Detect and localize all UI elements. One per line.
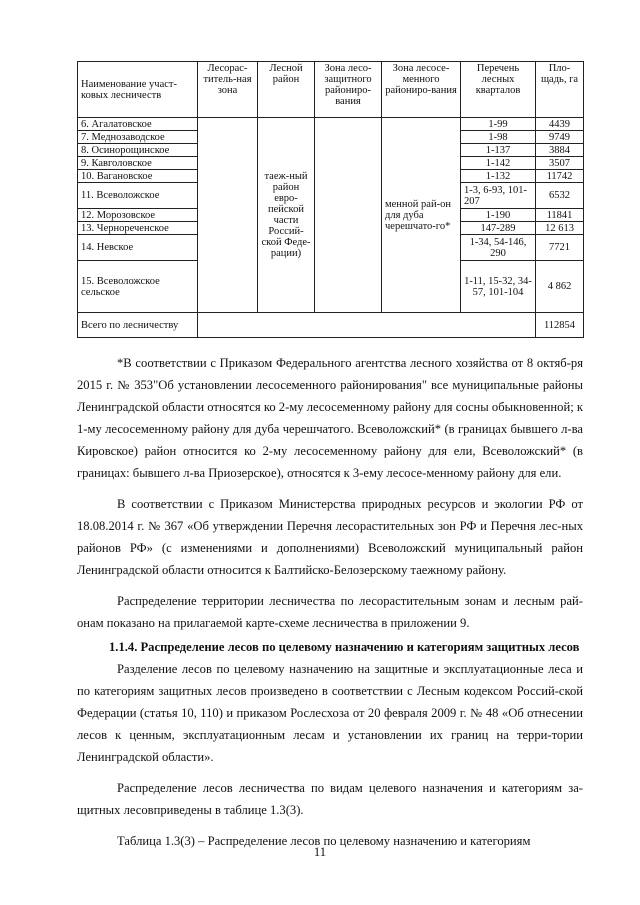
- row-area: 6532: [536, 183, 584, 209]
- paragraph: Разделение лесов по целевому назначению на защитные и эксплуатационные леса и по категориям защитных лесов произведено в соответствии с Лесным кодексом Россий-ской Федерации (статья 10, 110) и приказом Рослесхоза от 20 февраля 2009 г. № 48 «Об отнесении лесов к ценным, эксплуатационным лесам и установлении их границ на терри-тории Ленинградской области».: [77, 662, 583, 764]
- total-label: Всего по лесничеству: [78, 313, 198, 338]
- header-forest-region: Лесной район: [258, 62, 315, 118]
- protection-zone-cell: [315, 118, 382, 313]
- row-name: 7. Меднозаводское: [78, 131, 198, 144]
- row-area: 3507: [536, 157, 584, 170]
- paragraph: Распределение территории лесничества по лесорастительным зонам и лесным рай-онам показано на прилагаемой карте-схеме лесничества в приложении 9.: [77, 594, 583, 630]
- row-quarters: 1-99: [461, 118, 536, 131]
- body-text: [77, 352, 583, 852]
- row-name: 11. Всеволожское: [78, 183, 198, 209]
- seed-zone-cell: менной рай-он для дуба черешчато-го*: [382, 118, 461, 313]
- row-name: 9. Кавголовское: [78, 157, 198, 170]
- forest-region-cell: таеж-ный район евро-пейской части Россий-ской Феде-рации): [258, 118, 315, 313]
- header-seed-zone: Зона лесосе-менного райониро-вания: [382, 62, 461, 118]
- row-area: 9749: [536, 131, 584, 144]
- veg-zone-cell: [198, 118, 258, 313]
- header-quarters: Перечень лесных кварталов: [461, 62, 536, 118]
- row-quarters: 1-190: [461, 209, 536, 222]
- row-area: 4439: [536, 118, 584, 131]
- row-area: 11742: [536, 170, 584, 183]
- section-heading: 1.1.4. Распределение лесов по целевому назначению и категориям защитных лесов: [109, 640, 580, 654]
- paragraph: В соответствии с Приказом Министерства природных ресурсов и экологии РФ от 18.08.2014 г. № 367 «Об утверждении Перечня лесорастительных зон РФ и Перечня лес-ных районов РФ» (с изменениями и дополнениями) Всеволожский муниципальный район Ленинградской области относится к Балтийско-Белозерскому таежному району.: [77, 497, 583, 577]
- header-name: Наименование участ-ковых лесничеств: [78, 62, 198, 118]
- total-empty: [198, 313, 536, 338]
- page-number: 11: [313, 845, 327, 859]
- row-area: 12 613: [536, 222, 584, 235]
- row-quarters: 1-3, 6-93, 101-207: [461, 183, 536, 209]
- row-name: 6. Агалатовское: [78, 118, 198, 131]
- row-name: 10. Вагановское: [78, 170, 198, 183]
- row-quarters: 1-132: [461, 170, 536, 183]
- total-area: 112854: [536, 313, 584, 338]
- forestry-table: [77, 61, 584, 338]
- row-quarters: 1-137: [461, 144, 536, 157]
- row-name: 13. Чернореченское: [78, 222, 198, 235]
- header-protection-zone: Зона лесо-защитного райониро-вания: [315, 62, 382, 118]
- footnote-paragraph: *В соответствии с Приказом Федерального агентства лесного хозяйства от 8 октяб-ря 2015 г. № 353"Об установлении лесосеменного районирования" все муниципальные районы Ленинградской области относятся ко 2-му лесосеменному району для сосны обыкновенной; к 1-му лесосеменному району для дуба черешчатого. Всеволожский* (в границах бывшего л-ва Кировское) район относится ко 2-му лесосеменному району для ели, Всеволожский* (в границах: бывшего л-ва Приозерское), относятся к 3-ему лесосе-менному району для ели.: [77, 356, 583, 480]
- table-row: [78, 118, 584, 131]
- table-total-row: [78, 313, 584, 338]
- row-area: 3884: [536, 144, 584, 157]
- row-quarters: 1-34, 54-146, 290: [461, 235, 536, 261]
- row-quarters: 147-289: [461, 222, 536, 235]
- row-quarters: 1-142: [461, 157, 536, 170]
- row-name: 14. Невское: [78, 235, 198, 261]
- header-area: Пло-щадь, га: [536, 62, 584, 118]
- row-name: 12. Морозовское: [78, 209, 198, 222]
- row-area: 4 862: [536, 261, 584, 313]
- header-veg-zone: Лесорас-титель-ная зона: [198, 62, 258, 118]
- table-caption: Таблица 1.3(3) – Распределение лесов по целевому назначению и категориям: [117, 834, 531, 848]
- row-quarters: 1-98: [461, 131, 536, 144]
- paragraph: Распределение лесов лесничества по видам целевого назначения и категориям за-щитных лесовприведены в таблице 1.3(3).: [77, 781, 583, 817]
- row-area: 11841: [536, 209, 584, 222]
- row-name: 8. Осинорощинское: [78, 144, 198, 157]
- row-area: 7721: [536, 235, 584, 261]
- row-name: 15. Всеволожское сельское: [78, 261, 198, 313]
- table-header-row: [78, 62, 584, 118]
- row-quarters: 1-11, 15-32, 34-57, 101-104: [461, 261, 536, 313]
